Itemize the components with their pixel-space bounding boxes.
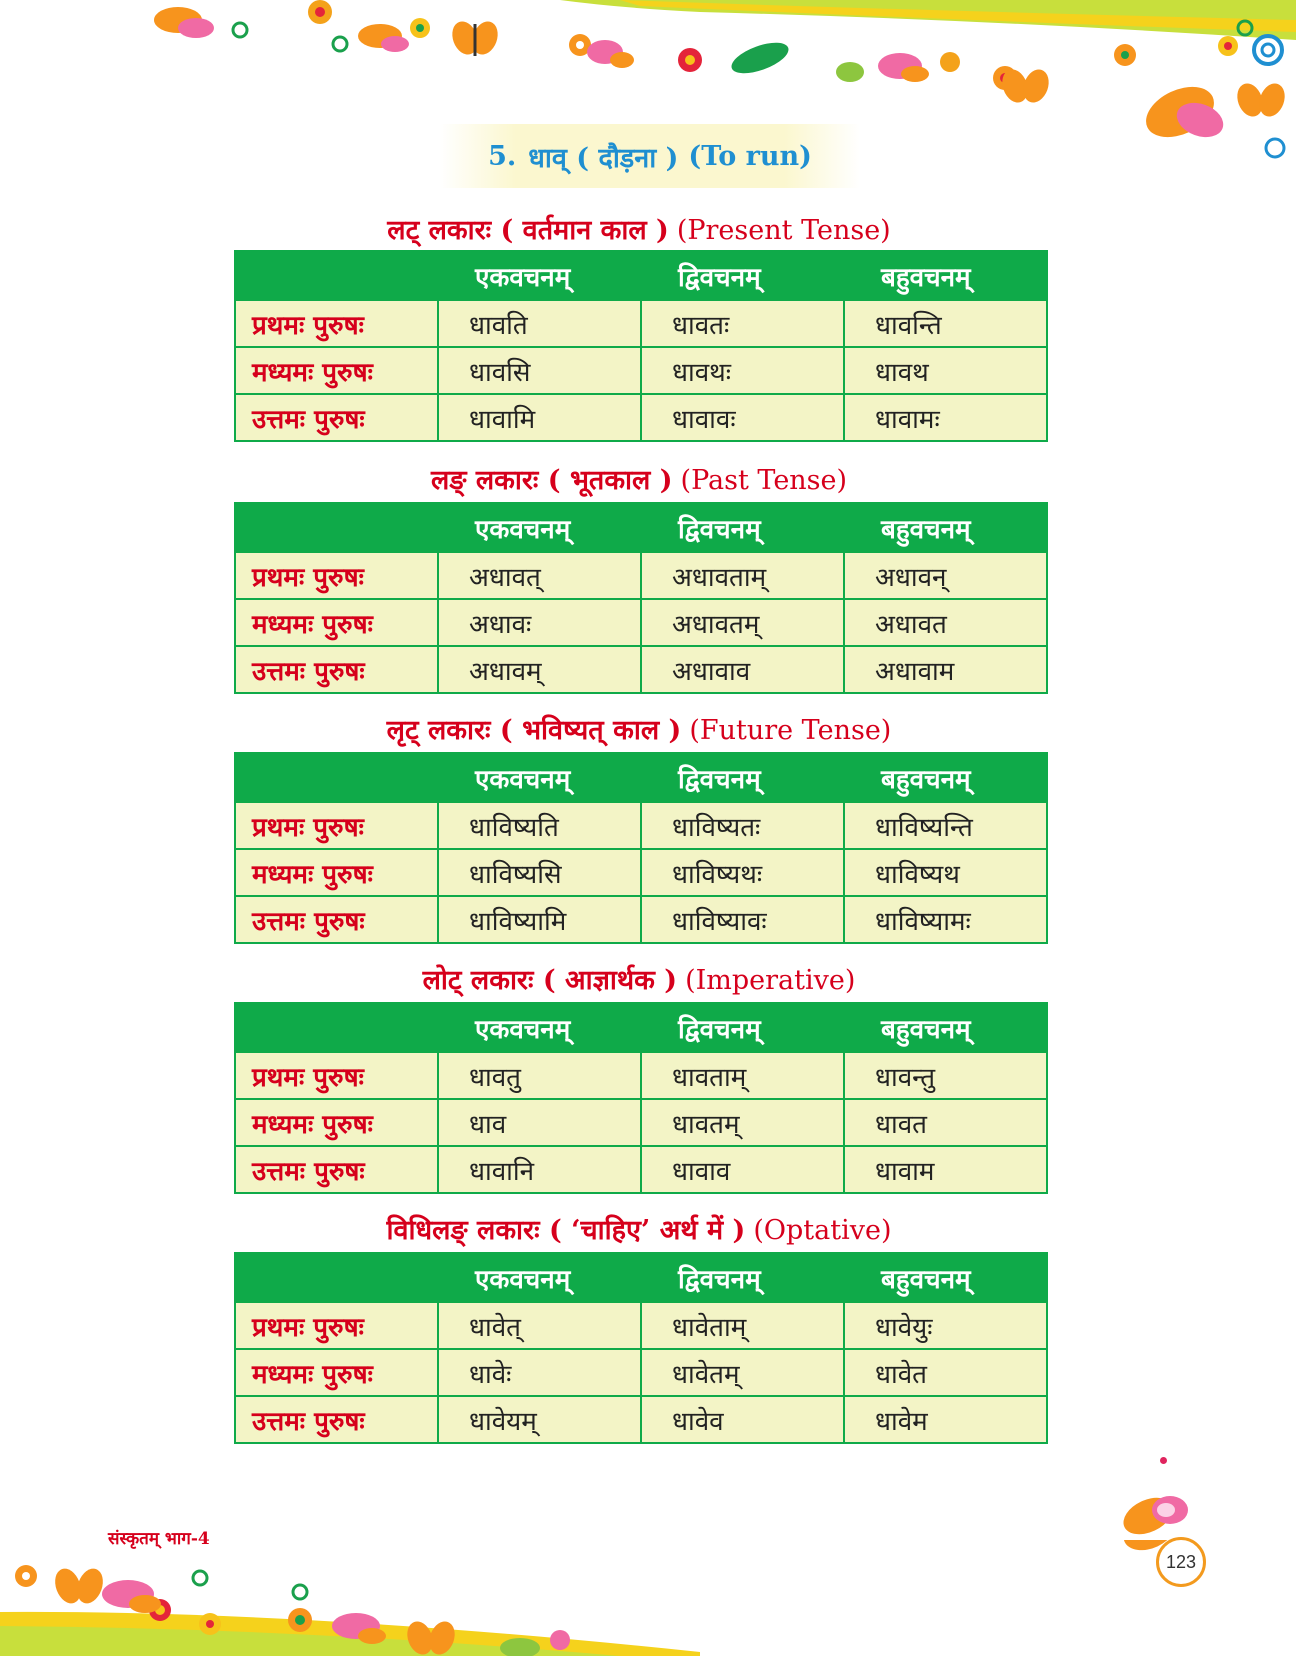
- verb-form-cell: धावथः: [641, 347, 844, 394]
- bottom-floral-border: [0, 1540, 1296, 1656]
- person-label: प्रथमः पुरुषः: [235, 300, 438, 347]
- person-label: उत्तमः पुरुषः: [235, 1396, 438, 1443]
- verb-form-cell: अधावाम: [844, 646, 1047, 693]
- verb-form-cell: धाविष्यतः: [641, 802, 844, 849]
- verb-form-cell: धावानि: [438, 1146, 641, 1193]
- butterfly-icon: [587, 40, 634, 68]
- verb-form-cell: धावतु: [438, 1052, 641, 1099]
- column-header: द्विवचनम्: [641, 503, 844, 552]
- verb-form-cell: धावत: [844, 1099, 1047, 1146]
- column-header: बहुवचनम्: [844, 251, 1047, 300]
- verb-form-cell: धाविष्यसि: [438, 849, 641, 896]
- person-label: प्रथमः पुरुषः: [235, 802, 438, 849]
- table-row: [235, 394, 1047, 441]
- column-header: एकवचनम्: [438, 503, 641, 552]
- verb-form-cell: अधावम्: [438, 646, 641, 693]
- verb-form-cell: धाविष्यामः: [844, 896, 1047, 943]
- tense-title: [234, 1210, 1044, 1247]
- table-row: [235, 802, 1047, 849]
- person-label: प्रथमः पुरुषः: [235, 552, 438, 599]
- person-label: मध्यमः पुरुषः: [235, 849, 438, 896]
- table-row: [235, 552, 1047, 599]
- verb-form-cell: अधावत्: [438, 552, 641, 599]
- tense-title: [234, 710, 1044, 747]
- tense-title: [234, 460, 1044, 497]
- column-header: द्विवचनम्: [641, 1003, 844, 1052]
- table-row: [235, 1052, 1047, 1099]
- verb-form-cell: धाविष्यामि: [438, 896, 641, 943]
- person-label: उत्तमः पुरुषः: [235, 1146, 438, 1193]
- table-row: [235, 896, 1047, 943]
- verb-form-cell: धावसि: [438, 347, 641, 394]
- table-row: [235, 599, 1047, 646]
- verb-form-cell: धाविष्यथः: [641, 849, 844, 896]
- tense-title-hindi: लङ् लकारः ( भूतकाल ): [430, 465, 673, 496]
- column-header: बहुवचनम्: [844, 753, 1047, 802]
- verb-form-cell: अधावाव: [641, 646, 844, 693]
- butterfly-icon: [878, 53, 929, 82]
- leaf-icon: [728, 36, 864, 82]
- verb-english: (To run): [688, 140, 812, 172]
- header-row: [235, 503, 1047, 552]
- verb-form-cell: अधावः: [438, 599, 641, 646]
- verb-form-cell: अधावतम्: [641, 599, 844, 646]
- table-row: [235, 1302, 1047, 1349]
- verb-hindi: धाव् ( दौड़ना ): [528, 142, 679, 174]
- person-label: उत्तमः पुरुषः: [235, 394, 438, 441]
- verb-form-cell: धावामि: [438, 394, 641, 441]
- flower-icon: [410, 18, 430, 38]
- person-label: प्रथमः पुरुषः: [235, 1052, 438, 1099]
- header-empty-cell: [235, 251, 438, 300]
- verb-form-cell: अधावताम्: [641, 552, 844, 599]
- tense-title-english: (Future Tense): [689, 715, 892, 746]
- book-title: संस्कृतम् भाग-4: [108, 1529, 210, 1549]
- table-row: [235, 347, 1047, 394]
- verb-form-cell: धावाव: [641, 1146, 844, 1193]
- swirl-icon: [233, 23, 347, 51]
- header-empty-cell: [235, 1003, 438, 1052]
- tense-title-hindi: लृट् लकारः ( भविष्यत् काल ): [386, 715, 682, 746]
- header-row: [235, 753, 1047, 802]
- column-header: एकवचनम्: [438, 251, 641, 300]
- verb-form-cell: धाविष्यावः: [641, 896, 844, 943]
- column-header: द्विवचनम्: [641, 1253, 844, 1302]
- verb-form-cell: धावेयुः: [844, 1302, 1047, 1349]
- verb-form-cell: धाविष्यति: [438, 802, 641, 849]
- verb-form-cell: धावेत: [844, 1349, 1047, 1396]
- verb-form-cell: धावतः: [641, 300, 844, 347]
- conjugation-table: [234, 1002, 1048, 1194]
- verb-form-cell: धावामः: [844, 394, 1047, 441]
- table-row: [235, 1099, 1047, 1146]
- person-label: मध्यमः पुरुषः: [235, 599, 438, 646]
- verb-form-cell: धावति: [438, 300, 641, 347]
- verb-form-cell: धाव: [438, 1099, 641, 1146]
- butterfly-icon: [1138, 77, 1228, 147]
- verb-form-cell: धावेम: [844, 1396, 1047, 1443]
- header-empty-cell: [235, 503, 438, 552]
- column-header: द्विवचनम्: [641, 753, 844, 802]
- table-row: [235, 1146, 1047, 1193]
- header-empty-cell: [235, 753, 438, 802]
- verb-form-cell: धावावः: [641, 394, 844, 441]
- tense-title: [234, 210, 1044, 247]
- table-row: [235, 1349, 1047, 1396]
- verb-form-cell: धावन्ति: [844, 300, 1047, 347]
- tense-title-english: (Past Tense): [680, 465, 848, 496]
- verb-form-cell: धावेयम्: [438, 1396, 641, 1443]
- table-row: [235, 1396, 1047, 1443]
- conjugation-table: [234, 250, 1048, 442]
- verb-form-cell: धावताम्: [641, 1052, 844, 1099]
- verb-form-cell: धावतम्: [641, 1099, 844, 1146]
- person-label: मध्यमः पुरुषः: [235, 1349, 438, 1396]
- verb-form-cell: धावेव: [641, 1396, 844, 1443]
- verb-form-cell: अधावन्: [844, 552, 1047, 599]
- swirl-icon: [193, 1571, 307, 1599]
- header-row: [235, 251, 1047, 300]
- tense-title-hindi: लोट् लकारः ( आज्ञार्थक ): [422, 965, 678, 996]
- column-header: बहुवचनम्: [844, 503, 1047, 552]
- header-row: [235, 1253, 1047, 1302]
- person-label: उत्तमः पुरुषः: [235, 646, 438, 693]
- verb-form-cell: धाविष्यन्ति: [844, 802, 1047, 849]
- conjugation-table: [234, 502, 1048, 694]
- table-row: [235, 849, 1047, 896]
- table-row: [235, 300, 1047, 347]
- tense-title: [234, 960, 1044, 997]
- verb-heading: [440, 124, 860, 188]
- tense-title-hindi: विधिलङ् लकारः ( ‘चाहिए’ अर्थ में ): [386, 1215, 746, 1246]
- butterfly-icon: [448, 18, 502, 58]
- column-header: एकवचनम्: [438, 1003, 641, 1052]
- column-header: बहुवचनम्: [844, 1253, 1047, 1302]
- tense-title-english: (Present Tense): [676, 215, 891, 246]
- person-label: उत्तमः पुरुषः: [235, 896, 438, 943]
- verb-form-cell: धावथ: [844, 347, 1047, 394]
- decorative-dot: [1160, 1457, 1167, 1464]
- verb-form-cell: धाविष्यथ: [844, 849, 1047, 896]
- verb-form-cell: धावेताम्: [641, 1302, 844, 1349]
- verb-form-cell: धावाम: [844, 1146, 1047, 1193]
- table-row: [235, 646, 1047, 693]
- conjugation-table: [234, 1252, 1048, 1444]
- flower-icon: [308, 0, 332, 24]
- butterfly-icon: [154, 7, 214, 38]
- column-header: एकवचनम्: [438, 1253, 641, 1302]
- verb-form-cell: धावेतम्: [641, 1349, 844, 1396]
- flower-icon: [940, 36, 1238, 90]
- tense-title-english: (Optative): [753, 1215, 892, 1246]
- person-label: प्रथमः पुरुषः: [235, 1302, 438, 1349]
- verb-form-cell: धावेत्: [438, 1302, 641, 1349]
- lesson-number: 5.: [488, 140, 517, 172]
- page-number: 123: [1156, 1537, 1206, 1587]
- column-header: बहुवचनम्: [844, 1003, 1047, 1052]
- tense-title-english: (Imperative): [685, 965, 856, 996]
- column-header: एकवचनम्: [438, 753, 641, 802]
- header-row: [235, 1003, 1047, 1052]
- tense-title-hindi: लट् लकारः ( वर्तमान काल ): [387, 215, 669, 246]
- person-label: मध्यमः पुरुषः: [235, 1099, 438, 1146]
- verb-form-cell: धावेः: [438, 1349, 641, 1396]
- column-header: द्विवचनम्: [641, 251, 844, 300]
- header-empty-cell: [235, 1253, 438, 1302]
- butterfly-icon: [358, 24, 409, 52]
- butterfly-icon: [998, 66, 1289, 120]
- verb-form-cell: धावन्तु: [844, 1052, 1047, 1099]
- verb-form-cell: अधावत: [844, 599, 1047, 646]
- conjugation-table: [234, 752, 1048, 944]
- person-label: मध्यमः पुरुषः: [235, 347, 438, 394]
